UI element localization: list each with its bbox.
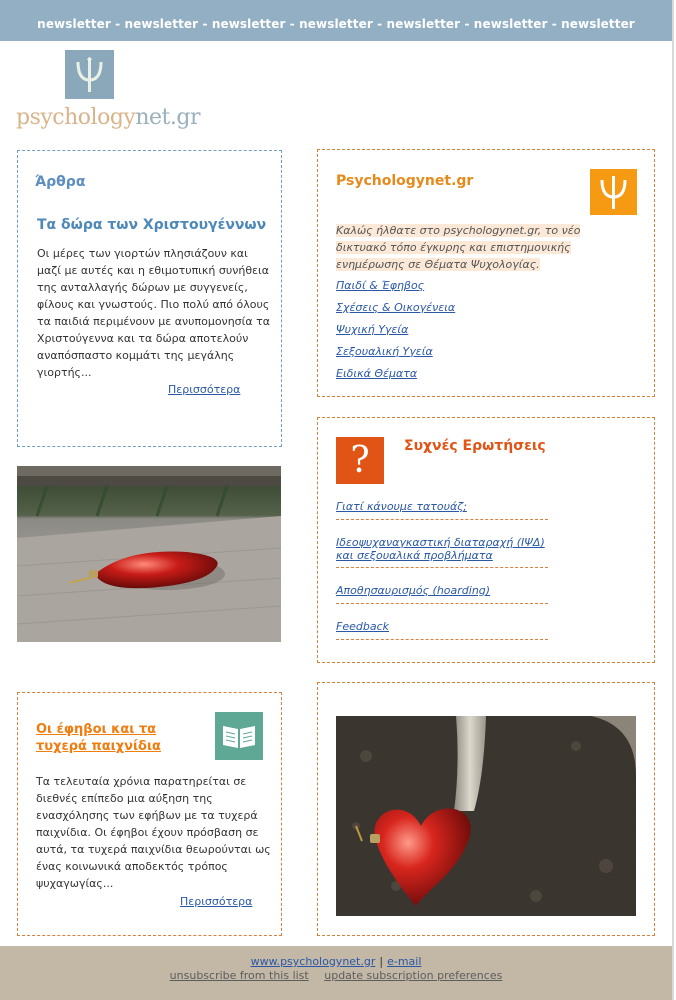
site-logo[interactable] (16, 50, 200, 135)
welcome-text (336, 222, 606, 273)
red-heart-photo (336, 716, 636, 916)
faq-title: Συχνές Ερωτήσεις (404, 438, 546, 454)
article-title[interactable]: Τα δώρα των Χριστουγέννων (37, 217, 267, 233)
welcome-text-highlight: Καλώς ήλθατε στο psychologynet.gr, το νέο δικτυακό τόπο έγκυρης και επιστημονικής ενημέρωσης σε Θέματα Ψυχολογίας. (336, 224, 581, 271)
update-preferences-link[interactable]: update subscription preferences (324, 969, 503, 982)
category-link-mental-health[interactable]: Ψυχική Υγεία (336, 323, 409, 336)
newsletter-banner: newsletter - newsletter - newsletter - newsletter - newsletter - newsletter - newsletter (0, 0, 672, 41)
christmas-ornament-photo (17, 466, 281, 642)
category-links (336, 275, 455, 385)
article-excerpt: Οι μέρες των γιορτών πλησιάζουν και μαζί με αυτές και η εθιμοτυπική συνήθεια της ανταλλαγής δώρων με συγγενείς, φίλους και γνωστούς. Πιο πολύ από όλους τα παιδιά περιμένουν με ανυπομονησία τα Χριστούγεννα και τα δώρα αποτελούν αναπόσπαστο κομμάτι της μεγάλης γιορτής... (37, 247, 270, 379)
logo-psi-icon (65, 50, 114, 99)
faq-divider (336, 639, 548, 640)
faq-divider (336, 603, 548, 604)
faq-panel (317, 417, 655, 663)
category-link-sexual-health[interactable]: Σεξουαλική Υγεία (336, 345, 433, 358)
heart-photo-panel (317, 682, 655, 936)
psychologynet-title: Psychologynet.gr (336, 173, 474, 189)
email-link[interactable]: e-mail (387, 955, 422, 968)
footer-subscription-links (0, 969, 672, 982)
logo-wordmark (16, 105, 200, 130)
article-more-link[interactable]: Περισσότερα (168, 383, 241, 396)
category-link-special-topics[interactable]: Ειδικά Θέματα (336, 367, 418, 380)
faq-question-link[interactable]: Γιατί κάνουμε τατουάζ; (336, 500, 467, 513)
unsubscribe-link[interactable]: unsubscribe from this list (169, 969, 309, 982)
teens-article-excerpt: Τα τελευταία χρόνια παρατηρείται σε διεθνές επίπεδο μια αύξηση της ενασχόλησης των εφήβων με τα τυχερά παιχνίδια. Οι έφηβοι έχουν πρόσβαση σε αυτά, τα τυχερά παιχνίδια θεωρούνται ως ένας κοινωνικά αποδεκτός τρόπος ψυχαγωγίας... (36, 775, 271, 890)
logo-wordmark-b: net.gr (135, 105, 200, 130)
faq-question-link[interactable]: Feedback (336, 620, 389, 633)
teens-more-link[interactable]: Περισσότερα (180, 895, 253, 908)
faq-question-link[interactable]: Ιδεοψυχαναγκαστική διαταραχή (ΙΨΔ) και σεξουαλικά προβλήματα (336, 536, 545, 562)
question-mark-icon: ? (336, 437, 384, 484)
teens-article-title[interactable]: Οι έφηβοι και τα τυχερά παιχνίδια (36, 722, 161, 754)
faq-divider (336, 567, 548, 568)
logo-wordmark-a: psychology (16, 105, 136, 130)
psi-icon (590, 169, 637, 215)
category-link-relationships[interactable]: Σχέσεις & Οικογένεια (336, 301, 456, 314)
website-link[interactable]: www.psychologynet.gr (250, 955, 376, 968)
book-icon (215, 712, 263, 760)
faq-question-link[interactable]: Αποθησαυρισμός (hoarding) (336, 584, 491, 597)
footer-separator: | (379, 955, 384, 968)
articles-section-title: Άρθρα (35, 174, 86, 190)
psychologynet-panel (317, 149, 655, 397)
footer-primary-links (0, 955, 672, 968)
articles-panel (17, 150, 282, 447)
footer (0, 946, 672, 1000)
category-link-child-teen[interactable]: Παιδί & Έφηβος (336, 279, 425, 292)
teens-gambling-panel (17, 692, 282, 936)
faq-divider (336, 519, 548, 520)
